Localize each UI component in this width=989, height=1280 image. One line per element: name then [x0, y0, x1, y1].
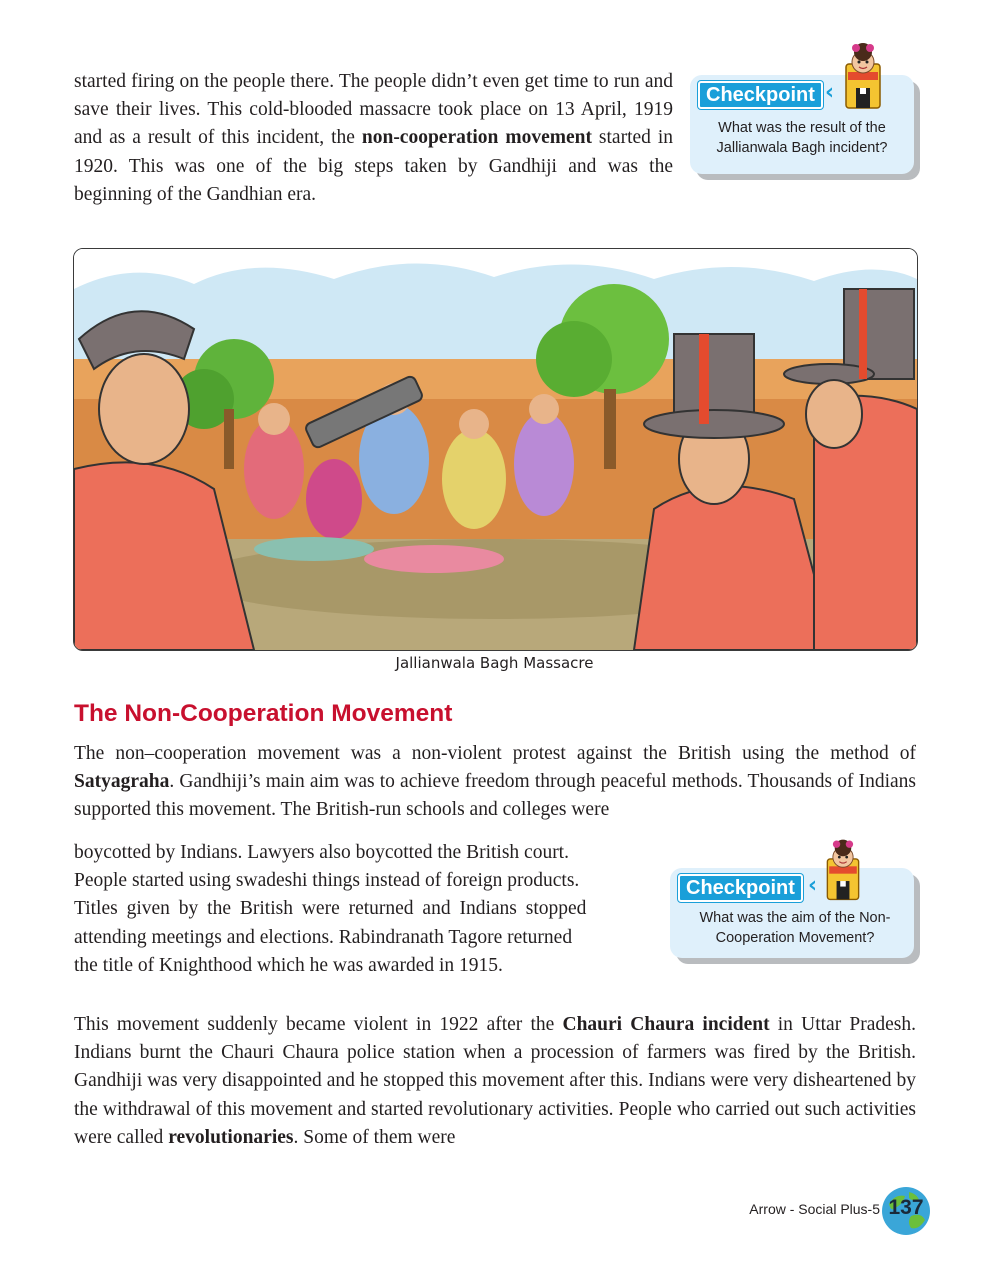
chauri-text-2: in Uttar Pradesh. Indians burnt the Chauri Chaura police station when a procession of farmers was fired by the British. Gandhiji was very disappointed and he stopped this movement after this. Indians were very disheartened by the withdrawal of this movement and started revolutionary activities. People who carried out such activities were called	[74, 1014, 916, 1148]
checkpoint-tag: Checkpoint	[678, 874, 803, 902]
figure-caption: Jallianwala Bagh Massacre	[395, 654, 594, 672]
page-number: 137	[888, 1196, 924, 1219]
revolutionaries-term: revolutionaries	[168, 1126, 294, 1148]
massacre-illustration	[73, 248, 918, 651]
checkpoint-box-2	[670, 838, 920, 968]
checkpoint-box-1	[690, 42, 920, 182]
intro-text-1: started firing on the people there. The people didn’t even get time to run and save their lives. This cold-blooded massacre took place on 13 April, 1919 and as a result of this incident, the	[74, 71, 673, 149]
intro-text-2: started in 1920. This was one of the big steps taken by Gandhiji and was the beginning of the Gandhian era.	[74, 127, 674, 205]
chauri-chaura-paragraph	[74, 1011, 916, 1152]
checkpoint-question: What was the result of the Jallianwala Bagh incident?	[716, 120, 888, 156]
satyagraha-term: Satyagraha	[74, 771, 170, 793]
line: Titles given by the British were returned and Indians stopped	[74, 898, 587, 920]
chevron-left-icon: ‹	[808, 873, 818, 898]
noncoop-text-2: . Gandhiji’s main aim was to achieve freedom through peaceful methods. Thousands of Indians supported this movement. The British-run schools and colleges were	[74, 771, 916, 821]
chauri-chaura-term: Chauri Chaura incident	[562, 1014, 770, 1035]
line: People started using swadeshi things instead of foreign products.	[74, 870, 580, 892]
line: attending meetings and elections. Rabindranath Tagore returned	[74, 926, 573, 948]
mascot-girl-icon	[820, 838, 866, 902]
illustration-svg	[74, 249, 917, 650]
line: boycotted by Indians. Lawyers also boycotted the British court.	[74, 842, 569, 863]
chevron-left-icon: ‹	[825, 80, 835, 105]
section-heading: The Non-Cooperation Movement	[74, 700, 453, 727]
intro-bold-term: non-cooperation movement	[361, 127, 592, 149]
chauri-text-3: . Some of them were	[293, 1126, 456, 1148]
intro-paragraph	[74, 68, 673, 209]
book-title: Arrow - Social Plus-5	[749, 1201, 880, 1217]
noncoop-paragraph-intro	[74, 740, 916, 825]
noncoop-paragraph-lines	[74, 839, 652, 980]
noncoop-text-1: The non–cooperation movement was a non-violent protest against the British using the method of	[74, 743, 916, 764]
line: the title of Knighthood which he was awarded in 1915.	[74, 954, 503, 976]
chauri-text-1: This movement suddenly became violent in 1922 after the	[74, 1014, 563, 1035]
checkpoint-tag: Checkpoint	[698, 81, 823, 109]
checkpoint-question: What was the aim of the Non-Cooperation Movement?	[699, 910, 891, 946]
mascot-girl-icon	[838, 42, 888, 110]
